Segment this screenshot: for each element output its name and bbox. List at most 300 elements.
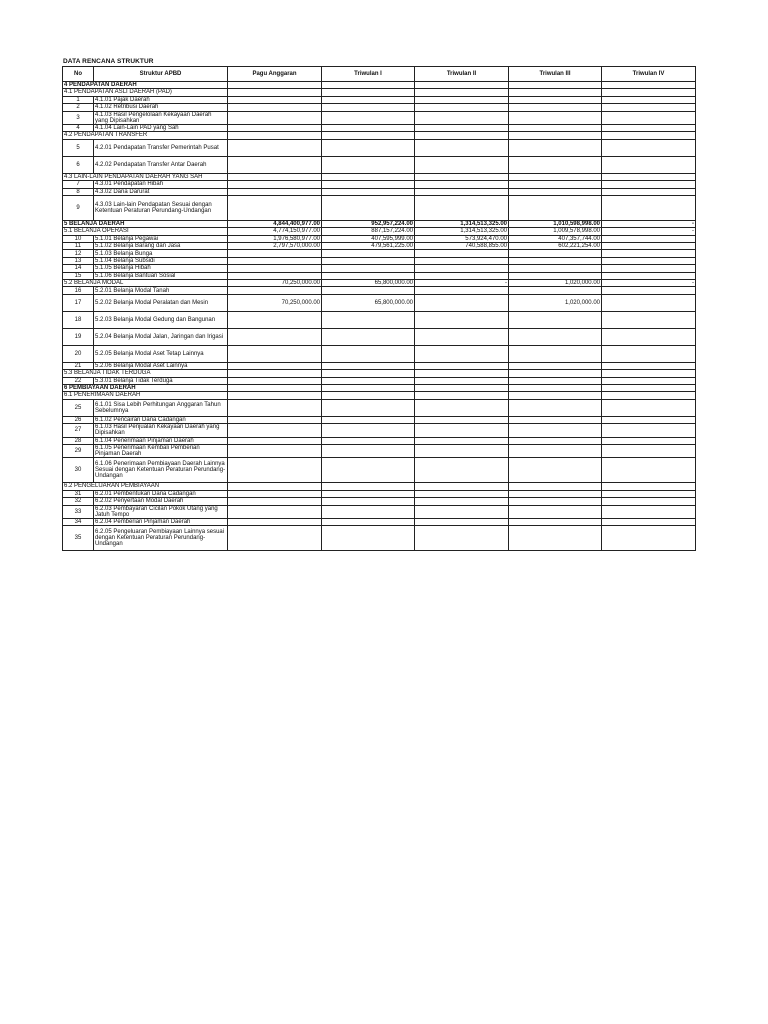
cell-triwulan-4: - [602, 228, 696, 235]
cell-pagu-anggaran [228, 377, 322, 384]
table-row [63, 235, 696, 242]
row-label: 5.2.05 Belanja Modal Aset Tetap Lainnya [94, 345, 228, 362]
cell-triwulan-4 [602, 399, 696, 416]
row-number: 33 [63, 505, 94, 518]
cell-pagu-anggaran [228, 437, 322, 444]
table-row [63, 250, 696, 257]
cell-triwulan-1 [322, 181, 415, 188]
cell-triwulan-3 [509, 399, 602, 416]
cell-triwulan-4 [602, 311, 696, 328]
cell-triwulan-3 [509, 111, 602, 124]
cell-pagu-anggaran [228, 444, 322, 457]
cell-triwulan-3 [509, 377, 602, 384]
cell-triwulan-2 [415, 82, 509, 89]
cell-triwulan-2 [415, 526, 509, 551]
cell-triwulan-2 [415, 345, 509, 362]
cell-triwulan-2 [415, 294, 509, 311]
cell-triwulan-4 [602, 132, 696, 139]
row-number: 30 [63, 458, 94, 483]
cell-triwulan-1 [322, 311, 415, 328]
cell-triwulan-1 [322, 385, 415, 392]
row-label: 4.2.01 Pendapatan Transfer Pemerintah Pusat [94, 139, 228, 156]
table-section-row [63, 89, 696, 96]
cell-triwulan-2 [415, 362, 509, 369]
row-number: 20 [63, 345, 94, 362]
cell-pagu-anggaran [228, 111, 322, 124]
cell-triwulan-2 [415, 458, 509, 483]
cell-triwulan-3 [509, 490, 602, 497]
row-label: 6.2.01 Pembentukan Dana Cadangan [94, 490, 228, 497]
cell-triwulan-1 [322, 498, 415, 505]
cell-pagu-anggaran [228, 181, 322, 188]
cell-pagu-anggaran [228, 124, 322, 131]
row-number: 14 [63, 265, 94, 272]
row-number: 2 [63, 104, 94, 111]
row-label: 4.1.04 Lain-Lain PAD yang Sah [94, 124, 228, 131]
row-label: 4.1 PENDAPATAN ASLI DAERAH (PAD) [63, 89, 228, 96]
cell-pagu-anggaran [228, 458, 322, 483]
row-number: 3 [63, 111, 94, 124]
cell-pagu-anggaran [228, 89, 322, 96]
cell-triwulan-2 [415, 328, 509, 345]
row-label: 4.3.01 Pendapatan Hibah [94, 181, 228, 188]
column-header-triwulan-1: Triwulan I [322, 67, 415, 82]
row-number: 11 [63, 243, 94, 250]
cell-triwulan-2 [415, 385, 509, 392]
cell-triwulan-3 [509, 104, 602, 111]
cell-triwulan-1 [322, 195, 415, 220]
cell-pagu-anggaran: 70,250,000.00 [228, 280, 322, 287]
cell-triwulan-2 [415, 272, 509, 279]
cell-triwulan-1 [322, 490, 415, 497]
cell-triwulan-2 [415, 483, 509, 490]
cell-pagu-anggaran [228, 518, 322, 525]
cell-triwulan-3 [509, 257, 602, 264]
cell-triwulan-1 [322, 257, 415, 264]
row-label: 4.2.02 Pendapatan Transfer Antar Daerah [94, 156, 228, 173]
cell-pagu-anggaran [228, 257, 322, 264]
table-row [63, 124, 696, 131]
cell-triwulan-2 [415, 156, 509, 173]
cell-triwulan-4 [602, 287, 696, 294]
cell-pagu-anggaran [228, 498, 322, 505]
row-label: 4.1.03 Hasil Pengelolaan Kekayaan Daerah yang Dipisahkan [94, 111, 228, 124]
cell-pagu-anggaran [228, 399, 322, 416]
cell-triwulan-3 [509, 250, 602, 257]
cell-triwulan-2 [415, 490, 509, 497]
cell-triwulan-1 [322, 377, 415, 384]
cell-triwulan-2 [415, 111, 509, 124]
cell-triwulan-1 [322, 139, 415, 156]
row-number: 1 [63, 96, 94, 103]
cell-pagu-anggaran [228, 505, 322, 518]
table-row [63, 156, 696, 173]
cell-triwulan-3 [509, 96, 602, 103]
cell-triwulan-2 [415, 132, 509, 139]
table-row [63, 416, 696, 423]
row-number: 17 [63, 294, 94, 311]
cell-triwulan-4: - [602, 220, 696, 227]
cell-triwulan-4 [602, 272, 696, 279]
row-number: 15 [63, 272, 94, 279]
cell-triwulan-3 [509, 416, 602, 423]
row-label: 6.2.02 Penyertaan Modal Daerah [94, 498, 228, 505]
cell-pagu-anggaran [228, 328, 322, 345]
cell-triwulan-3 [509, 156, 602, 173]
row-label: 5.2.03 Belanja Modal Gedung dan Bangunan [94, 311, 228, 328]
cell-triwulan-2 [415, 265, 509, 272]
cell-triwulan-3 [509, 424, 602, 437]
cell-triwulan-3 [509, 392, 602, 399]
cell-triwulan-3: 1,009,578,998.00 [509, 228, 602, 235]
table-row [63, 526, 696, 551]
cell-triwulan-1 [322, 188, 415, 195]
cell-triwulan-2: 740,588,855.00 [415, 243, 509, 250]
cell-triwulan-3 [509, 505, 602, 518]
column-header-pagu: Pagu Anggaran [228, 67, 322, 82]
cell-triwulan-3 [509, 483, 602, 490]
table-row [63, 243, 696, 250]
table-row [63, 139, 696, 156]
cell-pagu-anggaran: 70,250,000.00 [228, 294, 322, 311]
cell-triwulan-2 [415, 287, 509, 294]
cell-triwulan-1 [322, 173, 415, 180]
row-label: 4.2 PENDAPATAN TRANSFER [63, 132, 228, 139]
cell-triwulan-4 [602, 104, 696, 111]
cell-triwulan-2 [415, 139, 509, 156]
cell-triwulan-3 [509, 458, 602, 483]
row-number: 13 [63, 257, 94, 264]
cell-triwulan-1 [322, 250, 415, 257]
cell-pagu-anggaran: 4,774,150,977.00 [228, 228, 322, 235]
row-number: 7 [63, 181, 94, 188]
cell-pagu-anggaran [228, 362, 322, 369]
cell-triwulan-3 [509, 173, 602, 180]
table-row [63, 458, 696, 483]
row-number: 27 [63, 424, 94, 437]
cell-triwulan-2: 1,314,513,325.00 [415, 228, 509, 235]
cell-pagu-anggaran [228, 490, 322, 497]
table-row [63, 444, 696, 457]
table-row [63, 287, 696, 294]
cell-pagu-anggaran [228, 416, 322, 423]
table-row [63, 272, 696, 279]
cell-triwulan-1 [322, 416, 415, 423]
table-row [63, 188, 696, 195]
table-row [63, 424, 696, 437]
cell-pagu-anggaran [228, 82, 322, 89]
row-number: 31 [63, 490, 94, 497]
cell-triwulan-1 [322, 458, 415, 483]
cell-triwulan-4 [602, 458, 696, 483]
row-label: 5.3.01 Belanja Tidak Terduga [94, 377, 228, 384]
cell-triwulan-3 [509, 437, 602, 444]
row-number: 10 [63, 235, 94, 242]
row-label: 6.2.04 Pemberian Pinjaman Daerah [94, 518, 228, 525]
row-label: 6.2.03 Pembayaran Cicilan Pokok Utang yang Jatuh Tempo [94, 505, 228, 518]
cell-triwulan-3 [509, 498, 602, 505]
cell-triwulan-4 [602, 82, 696, 89]
table-main-heading-row [63, 82, 696, 89]
cell-triwulan-4 [602, 362, 696, 369]
row-label: 4.3.02 Dana Darurat [94, 188, 228, 195]
cell-triwulan-4 [602, 370, 696, 377]
cell-triwulan-3: 1,010,598,998.00 [509, 220, 602, 227]
cell-pagu-anggaran [228, 424, 322, 437]
row-number: 22 [63, 377, 94, 384]
cell-triwulan-3 [509, 370, 602, 377]
row-number: 32 [63, 498, 94, 505]
cell-triwulan-1 [322, 96, 415, 103]
row-label: 6.1.05 Penerimaan Kembali Pemberian Pinjaman Daerah [94, 444, 228, 457]
cell-triwulan-4 [602, 250, 696, 257]
cell-triwulan-3: 1,020,000.00 [509, 280, 602, 287]
cell-triwulan-1: 479,561,225.00 [322, 243, 415, 250]
cell-triwulan-3 [509, 82, 602, 89]
cell-triwulan-1 [322, 437, 415, 444]
cell-triwulan-4 [602, 505, 696, 518]
row-label: 6.2 PENGELUARAN PEMBIAYAAN [63, 483, 228, 490]
cell-triwulan-2 [415, 377, 509, 384]
table-row [63, 505, 696, 518]
cell-triwulan-1 [322, 265, 415, 272]
table-header-row [63, 67, 696, 82]
table-row [63, 195, 696, 220]
cell-triwulan-1 [322, 124, 415, 131]
row-label: 6.1.06 Penerimaan Pembiayaan Daerah Lainnya Sesuai dengan Ketentuan Peraturan Perundang-Undangan [94, 458, 228, 483]
row-label: 5.2.01 Belanja Modal Tanah [94, 287, 228, 294]
cell-triwulan-4 [602, 111, 696, 124]
cell-triwulan-1 [322, 287, 415, 294]
row-label: 5.1.01 Belanja Pegawai [94, 235, 228, 242]
cell-triwulan-3 [509, 345, 602, 362]
cell-triwulan-2: 1,314,513,325.00 [415, 220, 509, 227]
cell-triwulan-2: - [415, 280, 509, 287]
table-row [63, 265, 696, 272]
cell-triwulan-1 [322, 505, 415, 518]
cell-triwulan-2 [415, 89, 509, 96]
table-section-row [63, 280, 696, 287]
cell-triwulan-4 [602, 526, 696, 551]
cell-triwulan-4 [602, 139, 696, 156]
cell-pagu-anggaran [228, 392, 322, 399]
cell-pagu-anggaran [228, 173, 322, 180]
cell-triwulan-2 [415, 96, 509, 103]
cell-triwulan-4 [602, 416, 696, 423]
cell-triwulan-1: 65,800,000.00 [322, 280, 415, 287]
cell-pagu-anggaran: 2,797,570,000.00 [228, 243, 322, 250]
cell-triwulan-1 [322, 345, 415, 362]
table-section-row [63, 173, 696, 180]
row-number: 35 [63, 526, 94, 551]
row-label: 6.1.03 Hasil Penjualan Kekayaan Daerah yang Dipisahkan [94, 424, 228, 437]
cell-triwulan-1 [322, 362, 415, 369]
row-number: 9 [63, 195, 94, 220]
cell-triwulan-4 [602, 294, 696, 311]
cell-triwulan-4 [602, 243, 696, 250]
row-label: 5 BELANJA DAERAH [63, 220, 228, 227]
cell-triwulan-1 [322, 526, 415, 551]
table-row [63, 294, 696, 311]
cell-triwulan-3 [509, 265, 602, 272]
cell-triwulan-4 [602, 181, 696, 188]
row-number: 16 [63, 287, 94, 294]
cell-pagu-anggaran: 4,844,400,977.00 [228, 220, 322, 227]
column-header-struktur: Struktur APBD [94, 67, 228, 82]
row-label: 4.3.03 Lain-lain Pendapatan Sesuai dengan Ketentuan Peraturan Perundang-Undangan [94, 195, 228, 220]
column-header-triwulan-4: Triwulan IV [602, 67, 696, 82]
cell-triwulan-3 [509, 328, 602, 345]
cell-pagu-anggaran: 1,976,580,977.00 [228, 235, 322, 242]
cell-triwulan-2 [415, 416, 509, 423]
cell-pagu-anggaran [228, 287, 322, 294]
cell-pagu-anggaran [228, 265, 322, 272]
row-number: 26 [63, 416, 94, 423]
table-body [63, 82, 696, 551]
document-title: DATA RENCANA STRUKTUR [63, 58, 154, 65]
cell-triwulan-3 [509, 385, 602, 392]
table-section-row [63, 228, 696, 235]
cell-triwulan-4 [602, 424, 696, 437]
cell-triwulan-4 [602, 156, 696, 173]
table-section-row [63, 483, 696, 490]
cell-triwulan-4 [602, 518, 696, 525]
table-row [63, 437, 696, 444]
cell-pagu-anggaran [228, 345, 322, 362]
table-row [63, 498, 696, 505]
table-row [63, 377, 696, 384]
cell-triwulan-2 [415, 399, 509, 416]
row-number: 4 [63, 124, 94, 131]
cell-triwulan-2 [415, 181, 509, 188]
table-section-row [63, 132, 696, 139]
cell-triwulan-2 [415, 188, 509, 195]
cell-triwulan-3: 407,357,744.00 [509, 235, 602, 242]
cell-pagu-anggaran [228, 483, 322, 490]
table-section-row [63, 392, 696, 399]
cell-triwulan-2: 573,924,470.00 [415, 235, 509, 242]
cell-triwulan-1 [322, 424, 415, 437]
table-main-heading-row [63, 220, 696, 227]
cell-triwulan-3 [509, 287, 602, 294]
cell-triwulan-3 [509, 195, 602, 220]
cell-triwulan-2 [415, 250, 509, 257]
cell-pagu-anggaran [228, 132, 322, 139]
cell-triwulan-1 [322, 156, 415, 173]
row-number: 34 [63, 518, 94, 525]
cell-triwulan-4 [602, 124, 696, 131]
cell-pagu-anggaran [228, 272, 322, 279]
cell-pagu-anggaran [228, 139, 322, 156]
cell-triwulan-2 [415, 311, 509, 328]
cell-triwulan-2 [415, 437, 509, 444]
row-label: 4 PENDAPATAN DAERAH [63, 82, 228, 89]
row-label: 4.1.02 Retribusi Daerah [94, 104, 228, 111]
cell-triwulan-1 [322, 483, 415, 490]
cell-pagu-anggaran [228, 188, 322, 195]
row-number: 21 [63, 362, 94, 369]
row-label: 5.1 BELANJA OPERASI [63, 228, 228, 235]
row-label: 5.1.02 Belanja Barang dan Jasa [94, 243, 228, 250]
row-label: 5.3 BELANJA TIDAK TERDUGA [63, 370, 228, 377]
cell-triwulan-4 [602, 490, 696, 497]
row-label: 5.1.04 Belanja Subsidi [94, 257, 228, 264]
cell-triwulan-3 [509, 444, 602, 457]
cell-pagu-anggaran [228, 311, 322, 328]
table-row [63, 490, 696, 497]
cell-triwulan-3 [509, 188, 602, 195]
cell-triwulan-1 [322, 444, 415, 457]
cell-triwulan-1 [322, 392, 415, 399]
cell-triwulan-1 [322, 111, 415, 124]
cell-triwulan-4 [602, 345, 696, 362]
cell-triwulan-4 [602, 437, 696, 444]
cell-triwulan-2 [415, 370, 509, 377]
row-label: 5.1.06 Belanja Bantuan Sosial [94, 272, 228, 279]
table-main-heading-row [63, 385, 696, 392]
cell-triwulan-3 [509, 124, 602, 131]
cell-pagu-anggaran [228, 370, 322, 377]
cell-triwulan-2 [415, 444, 509, 457]
row-label: 5.1.03 Belanja Bunga [94, 250, 228, 257]
cell-triwulan-1: 65,800,000.00 [322, 294, 415, 311]
row-number: 5 [63, 139, 94, 156]
cell-triwulan-4: - [602, 280, 696, 287]
cell-triwulan-1 [322, 104, 415, 111]
row-label: 6.1.02 Pencairan Dana Cadangan [94, 416, 228, 423]
cell-triwulan-4 [602, 96, 696, 103]
cell-triwulan-2 [415, 173, 509, 180]
row-label: 5.2.06 Belanja Modal Aset Lainnya [94, 362, 228, 369]
row-label: 4.1.01 Pajak Daerah [94, 96, 228, 103]
cell-triwulan-4 [602, 385, 696, 392]
row-number: 8 [63, 188, 94, 195]
table-section-row [63, 370, 696, 377]
cell-triwulan-1 [322, 328, 415, 345]
table-row [63, 96, 696, 103]
table-row [63, 111, 696, 124]
column-header-triwulan-2: Triwulan II [415, 67, 509, 82]
cell-triwulan-4 [602, 89, 696, 96]
cell-triwulan-2 [415, 104, 509, 111]
row-label: 6.1 PENERIMAAN DAERAH [63, 392, 228, 399]
cell-triwulan-4 [602, 392, 696, 399]
cell-triwulan-4 [602, 483, 696, 490]
cell-triwulan-3 [509, 272, 602, 279]
cell-triwulan-1 [322, 399, 415, 416]
cell-triwulan-2 [415, 518, 509, 525]
cell-triwulan-3 [509, 181, 602, 188]
cell-triwulan-1: 952,957,224.00 [322, 220, 415, 227]
column-header-no: No [63, 67, 94, 82]
cell-triwulan-4 [602, 257, 696, 264]
row-label: 4.3 LAIN-LAIN PENDAPATAN DAERAH YANG SAH [63, 173, 228, 180]
row-number: 12 [63, 250, 94, 257]
table-row [63, 257, 696, 264]
cell-triwulan-2 [415, 195, 509, 220]
apbd-table [62, 66, 696, 551]
cell-pagu-anggaran [228, 156, 322, 173]
cell-triwulan-2 [415, 257, 509, 264]
row-label: 5.2.02 Belanja Modal Peralatan dan Mesin [94, 294, 228, 311]
cell-triwulan-1: 887,157,224.00 [322, 228, 415, 235]
cell-triwulan-1 [322, 518, 415, 525]
cell-triwulan-1 [322, 89, 415, 96]
table-row [63, 345, 696, 362]
cell-pagu-anggaran [228, 526, 322, 551]
row-number: 25 [63, 399, 94, 416]
table-row [63, 362, 696, 369]
